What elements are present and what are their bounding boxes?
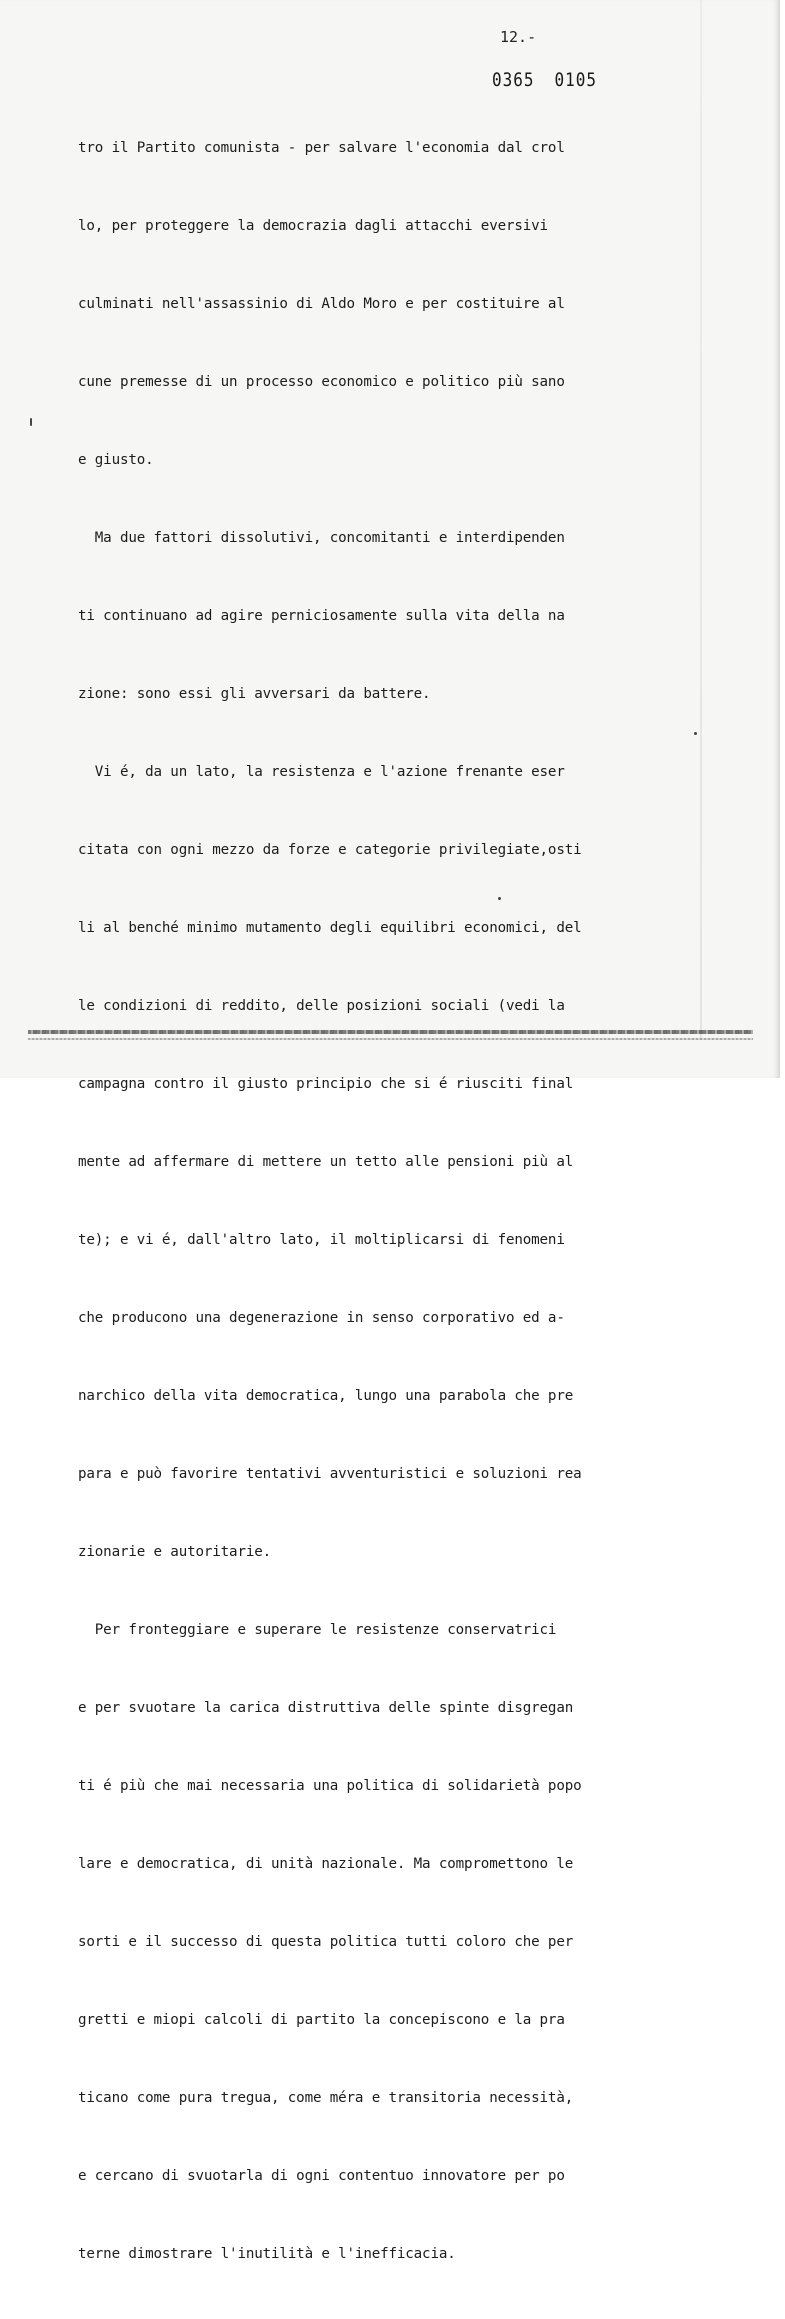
text-line: te); e vi é, dall'altro lato, il moltiplicarsi di fenomeni bbox=[78, 1232, 565, 1248]
text-line: e per svuotare la carica distruttiva delle spinte disgregan bbox=[78, 1700, 574, 1716]
text-line: citata con ogni mezzo da forze e categorie privilegiate,osti bbox=[78, 842, 582, 858]
text-line: ticano come pura tregua, come méra e transitoria necessità, bbox=[78, 2090, 574, 2106]
text-line: zione: sono essi gli avversari da battere. bbox=[78, 686, 431, 702]
text-line: terne dimostrare l'inutilità e l'inefficacia. bbox=[78, 2246, 456, 2262]
text-line: mente ad affermare di mettere un tetto alle pensioni più al bbox=[78, 1154, 574, 1170]
archive-stamp-right: 0105 bbox=[554, 68, 598, 91]
text-line: zionarie e autoritarie. bbox=[78, 1544, 272, 1560]
scan-speck bbox=[694, 732, 697, 735]
text-line: sorti e il successo di questa politica tutti coloro che per bbox=[78, 1934, 574, 1950]
text-line: li al benché minimo mutamento degli equilibri economici, del bbox=[78, 920, 582, 936]
text-line: Ma due fattori dissolutivi, concomitanti e interdipenden bbox=[78, 530, 565, 546]
text-line: campagna contro il giusto principio che si é riusciti final bbox=[78, 1076, 574, 1092]
text-line: lare e democratica, di unità nazionale. Ma compromettono le bbox=[78, 1856, 574, 1872]
text-line: culminati nell'assassinio di Aldo Moro e per costituire al bbox=[78, 296, 565, 312]
text-line: che producono una degenerazione in senso corporativo ed a- bbox=[78, 1310, 565, 1326]
text-line: Per fronteggiare e superare le resistenze conservatrici bbox=[78, 1622, 557, 1638]
text-line: le condizioni di reddito, delle posizioni sociali (vedi la bbox=[78, 998, 565, 1014]
page-number: 12.- bbox=[500, 28, 537, 46]
text-line: ti é più che mai necessaria una politica di solidarietà popo bbox=[78, 1778, 582, 1794]
scan-border-line bbox=[28, 1038, 753, 1040]
scan-border-line bbox=[28, 1030, 753, 1034]
archive-stamp-left: 0365 bbox=[492, 68, 535, 91]
page-fold-shadow bbox=[700, 0, 702, 1040]
scan-speck bbox=[30, 418, 32, 426]
text-line: lo, per proteggere la democrazia dagli attacchi eversivi bbox=[78, 218, 548, 234]
text-line: narchico della vita democratica, lungo una parabola che pre bbox=[78, 1388, 574, 1404]
text-line: tro il Partito comunista - per salvare l'economia dal crol bbox=[78, 140, 565, 156]
body-text bbox=[78, 83, 678, 2319]
scan-speck bbox=[498, 897, 501, 900]
text-line: ti continuano ad agire perniciosamente sulla vita della na bbox=[78, 608, 565, 624]
text-line: Vi é, da un lato, la resistenza e l'azione frenante eser bbox=[78, 764, 565, 780]
text-line: e cercano di svuotarla di ogni contentuo innovatore per po bbox=[78, 2168, 565, 2184]
text-line: gretti e miopi calcoli di partito la concepiscono e la pra bbox=[78, 2012, 565, 2028]
text-line: e giusto. bbox=[78, 452, 154, 468]
text-line: cune premesse di un processo economico e politico più sano bbox=[78, 374, 565, 390]
text-line: para e può favorire tentativi avventuristici e soluzioni rea bbox=[78, 1466, 582, 1482]
